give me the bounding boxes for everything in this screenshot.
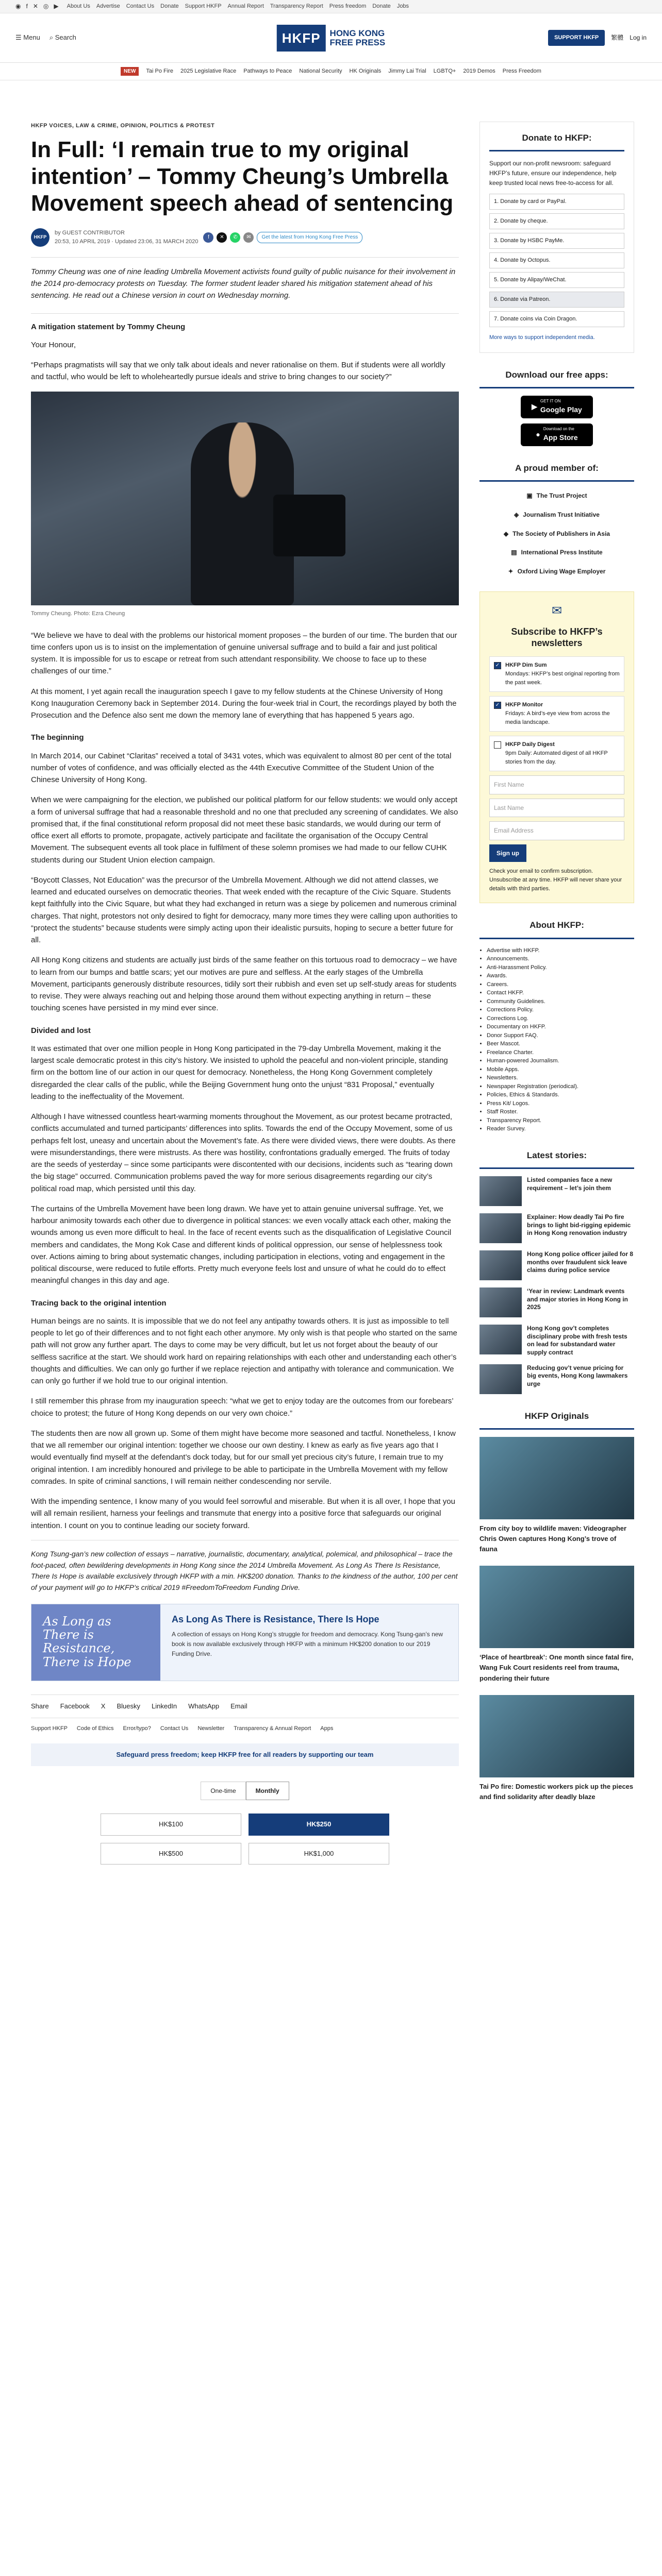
sidebar xyxy=(479,122,634,1895)
about-link[interactable]: • Newspaper Registration (periodical). xyxy=(487,1082,634,1091)
monthly-toggle[interactable]: Monthly xyxy=(246,1782,289,1801)
share-whatsapp-link[interactable]: WhatsApp xyxy=(188,1702,220,1710)
footer-link[interactable]: Newsletter xyxy=(197,1725,225,1732)
first-name-input[interactable]: First Name xyxy=(489,775,624,794)
nav-item[interactable]: HK Originals xyxy=(349,67,382,74)
share-label: Share xyxy=(31,1702,49,1710)
donate-option[interactable]: 3. Donate by HSBC PayMe. xyxy=(489,233,624,249)
newsletter-title: Subscribe to HKFP’s newsletters xyxy=(511,626,603,649)
newsletter-option[interactable] xyxy=(489,736,624,771)
story-headline[interactable]: Tai Po fire: Domestic workers pick up the pieces and find solidarity after deadly blaze xyxy=(479,1782,634,1801)
body-paragraph: “Boycott Classes, Not Education” was the precursor of the Umbrella Movement. Although we did not attend classes, we learned and educated ourselves on democratic theories. That week ended with the recapture of the Civic Square. Students kept faithfully into the Civic Square, but what they had exchanged in return was a siege by policemen and numerous criminal charges. That night, protestors not only desired to fight for democracy, many more times they were calling upon authorities to “protect the students” because students were simply acting upon their idealistic pursuits, hoping to secure a better future for all. xyxy=(31,875,458,945)
donate-box xyxy=(479,122,634,353)
nav-item[interactable]: 2025 Legislative Race xyxy=(180,67,237,74)
app-store-button[interactable] xyxy=(521,423,593,446)
x-icon[interactable]: ✕ xyxy=(32,3,38,10)
apps-box xyxy=(479,368,634,446)
donate-option[interactable]: 7. Donate coins via Coin Dragon. xyxy=(489,311,624,327)
ipi-icon: ▤ xyxy=(511,549,517,556)
google-play-button[interactable] xyxy=(521,396,593,418)
amount-option[interactable]: HK$100 xyxy=(101,1814,241,1835)
newsletter-option[interactable] xyxy=(489,696,624,732)
logo-mark: HKFP xyxy=(277,25,326,52)
body-paragraph: I still remember this phrase from my inauguration speech: “what we get to enjoy today are the outcomes from our forebears’ choice to protest; the future of Hong Kong depends on our very own choice.” xyxy=(31,1397,453,1418)
about-link[interactable]: • Reader Survey. xyxy=(487,1125,634,1133)
latest-story[interactable] xyxy=(479,1364,634,1394)
footer-link[interactable]: Code of Ethics xyxy=(76,1725,114,1732)
about-link[interactable]: • Contact HKFP. xyxy=(487,989,634,997)
member-name: Oxford Living Wage Employer xyxy=(517,567,606,575)
share-links xyxy=(31,1694,459,1718)
newsletter-name: HKFP Monitor xyxy=(505,701,543,708)
story-thumbnail[interactable] xyxy=(479,1364,522,1394)
latest-story[interactable] xyxy=(479,1287,634,1317)
story-thumbnail[interactable] xyxy=(479,1213,522,1243)
article-categories[interactable]: HKFP VOICES, LAW & CRIME, OPINION, POLITICS & PROTEST xyxy=(31,123,215,129)
about-link[interactable]: • Transparency Report. xyxy=(487,1116,634,1125)
body-paragraph: With the impending sentence, I know many of you would feel sorrowful and miserable. But when it is all over, I hope that you will all remain resilient, harness your feelings and transmute that energy into a positive force that safeguards our original intention. I count on you to continue leading our society forward. xyxy=(31,1497,455,1530)
member-name: International Press Institute xyxy=(521,549,603,556)
telegram-button[interactable]: Get the latest from Hong Kong Free Press xyxy=(257,232,362,243)
social-icons xyxy=(15,2,59,11)
body-paragraph: All Hong Kong citizens and students are actually just birds of the same feather on this tortuous road to democracy – we have to learn from our bumps and battle scars; yet our motives are pure and selfless. At the early stages of the Umbrella Movement, participants generously distribute resources, tidily sort their rubbish and even set up self-study areas for students to revise. They were always reaching out and helping those around them without expecting anything in return – these touching scenes have persisted in my mind ever since. xyxy=(31,956,457,1013)
body-paragraph: The students then are now all grown up. Some of them might have become more seasoned and tactful. Nonetheless, I know that we all remember our original intention: together we choose our own destiny. I knew as early as five years ago that I would eventually find myself at the defendant’s dock today, but for our small yet precious city’s future, I remain true to my original intention. I am incredibly honoured and privilege to be able to participate in the Umbrella Movement with my fellow comrades. In spite of criminal sanctions, I will remain neither condescending nor servile. xyxy=(31,1429,456,1486)
donation-amounts xyxy=(101,1814,389,1864)
story-thumbnail[interactable] xyxy=(479,1325,522,1354)
donate-option[interactable]: 4. Donate by Octopus. xyxy=(489,252,624,268)
facebook-share-icon[interactable]: f xyxy=(203,232,213,243)
story-headline[interactable]: Reducing gov’t venue pricing for big events, Hong Kong lawmakers urge xyxy=(527,1364,628,1387)
story-headline[interactable]: ‘Place of heartbreak’: One month since fatal fire, Wang Fuk Court residents reel from trauma, pondering their future xyxy=(479,1653,634,1682)
body-paragraph: Human beings are no saints. It is impossible that we do not feel any antipathy towards others. It is just as impossible to tell people to let go of their differences and to not fight each other anymore. My only wish is that people who started on the same path will not grow any further apart. The days to come may be very difficult, but let us not forget about the beauty of our selfless sacrifice at the start. We should work hard on repairing relationships with each other and understanding each other’s thoughts and difficulties. We can only go further if we replace rejection and antipathy with tolerance and communication. We can only go further if we hold true to our original intention. xyxy=(31,1316,457,1386)
top-link[interactable]: Advertise xyxy=(96,3,120,9)
story-thumbnail[interactable] xyxy=(479,1176,522,1206)
top-link[interactable]: Jobs xyxy=(396,3,409,9)
newsletter-desc: Fridays: A bird’s-eye view from across the media landscape. xyxy=(505,710,610,725)
latest-story[interactable] xyxy=(479,1176,634,1206)
story-thumbnail[interactable] xyxy=(479,1250,522,1280)
nav-item[interactable]: Tai Po Fire xyxy=(146,67,173,74)
original-story[interactable] xyxy=(479,1437,634,1554)
membership-box xyxy=(479,462,634,576)
top-link[interactable]: Donate xyxy=(372,3,391,9)
top-links xyxy=(67,2,409,11)
checkbox-checked[interactable]: ✓ xyxy=(494,662,501,669)
about-link[interactable]: • Beer Mascot. xyxy=(487,1040,634,1048)
support-bar[interactable]: Safeguard press freedom; keep HKFP free for all readers by supporting our team xyxy=(31,1743,459,1766)
language-switch[interactable]: 繁體 xyxy=(611,34,624,42)
latest-title: Latest stories: xyxy=(479,1149,634,1169)
living-wage-icon: ✦ xyxy=(508,567,514,575)
about-link[interactable]: • Human-powered Journalism. xyxy=(487,1057,634,1065)
section-heading: Tracing back to the original intention xyxy=(31,1298,167,1308)
body-paragraph: “We believe we have to deal with the problems our historical moment proposes – the burden of our time. The burden that our time confers upon us is to insist on the implementation of genuine universal suffrage and to build a fair and just political system. It is impossible for us to escape or retreat from such attendant responsibility. We choose to face up to these challenges of our time.” xyxy=(31,631,457,676)
jti-icon: ◈ xyxy=(514,511,519,518)
masthead xyxy=(0,13,662,63)
body-paragraph: When we were campaigning for the election, we published our political platform for our fellow students: we would only accept a form of universal suffrage that had a reasonable threshold and no one that precluded any screening of candidates. We also promised that, if the final constitutional reform proposal did not meet these basic standards, we would during our term of office exert all efforts to promote, propagate, actively participate and facilitate the organisation of the Occupy Central Movement. The subsequent events all took place in fulfilment of these solemn promises we had made to our fellow CUHK students during our Student Union election campaign. xyxy=(31,795,458,865)
checkbox-unchecked[interactable] xyxy=(494,741,501,749)
instagram-icon[interactable]: ◎ xyxy=(43,3,49,10)
google-play-label: Google Play xyxy=(540,405,582,414)
section-heading: A mitigation statement by Tommy Cheung xyxy=(31,313,459,333)
banner-title: As Long As There is Resistance, There Is Hope xyxy=(172,1614,379,1624)
checkbox-checked[interactable]: ✓ xyxy=(494,702,501,709)
article-intro: Tommy Cheung was one of nine leading Umbrella Movement activists found guilty of public nuisance for their involvement in the 2014 pro-democracy protests on Tuesday. The former student leader shared his mitigation statement ahead of his sentencing. He read out a Chinese version in court on Wednesday morning. xyxy=(31,257,459,302)
share-x-link[interactable]: X xyxy=(101,1702,106,1710)
top-link[interactable]: Contact Us xyxy=(126,3,155,9)
nav-item[interactable]: Pathways to Peace xyxy=(243,67,292,74)
app-store-small: Download on the xyxy=(543,427,574,431)
about-link[interactable]: • Announcements. xyxy=(487,955,634,963)
body-paragraph: It was estimated that over one million people in Hong Kong participated in the 79-day Umbrella Movement, making it the largest scale democratic protest in this city’s history. We insisted to uphold the peaceful and non-violent principle, standing firm on the bottom line of our action in our quest for democracy. Nonetheless, the Hong Kong Government completely disregarded the clear calls of the public, while the Beijing Government hung onto the unjust “831 Proposal,” eventually leading to the ineffectuality of the Movement. xyxy=(31,1044,448,1101)
top-link[interactable]: Donate xyxy=(160,3,179,9)
newsletter-desc: Mondays: HKFP’s best original reporting from the past week. xyxy=(505,670,620,686)
donation-frequency-toggle xyxy=(31,1782,459,1801)
x-share-icon[interactable]: ✕ xyxy=(217,232,227,243)
about-box xyxy=(479,919,634,1133)
amount-option[interactable]: HK$500 xyxy=(101,1843,241,1865)
newsletter-icon: ✉ xyxy=(551,604,562,618)
top-link[interactable]: About Us xyxy=(67,3,90,9)
share-linkedin-link[interactable]: LinkedIn xyxy=(152,1702,177,1710)
member-title: A proud member of: xyxy=(479,462,634,482)
book-promo-note: Kong Tsung-gan’s new collection of essays – narrative, journalistic, documentary, analytical, polemical, and philosophical – trace the foot-paced, often bewildering developments in Hong Kong since the 2014 Umbrella Movement. As Long As There Is Resistance, There Is Hope is available exclusively through HKFP with a min. HK$200 donation. Thanks to the kindness of the author, 100 per cent of your payment will go to HKFP’s critical 2019 #FreedomToFreedom Funding Drive. xyxy=(31,1540,459,1594)
email-input[interactable]: Email Address xyxy=(489,821,624,840)
apps-title: Download our free apps: xyxy=(479,368,634,388)
article-main xyxy=(31,122,459,1895)
share-email-link[interactable]: Email xyxy=(230,1702,247,1710)
book-banner[interactable] xyxy=(31,1604,459,1681)
about-link[interactable]: • Corrections Policy. xyxy=(487,1006,634,1014)
author-name[interactable]: by GUEST CONTRIBUTOR xyxy=(55,229,125,236)
story-headline[interactable]: From city boy to wildlife maven: Videographer Chris Owen captures Hong Kong’s trove of fauna xyxy=(479,1524,627,1553)
latest-box xyxy=(479,1149,634,1394)
article-title: In Full: ‘I remain true to my original intention’ – Tommy Cheung’s Umbrella Movement speech ahead of sentencing xyxy=(31,137,454,216)
newsletter-name: HKFP Daily Digest xyxy=(505,741,555,748)
member-name: The Trust Project xyxy=(536,492,587,500)
youtube-icon[interactable]: ▶ xyxy=(54,3,59,10)
nav-item[interactable]: 2019 Demos xyxy=(463,67,495,74)
section-heading: Divided and lost xyxy=(31,1026,91,1035)
app-store-label: App Store xyxy=(543,433,578,442)
about-list xyxy=(479,946,634,1133)
footer-link[interactable]: Transparency & Annual Report xyxy=(234,1725,311,1732)
top-bar xyxy=(0,0,662,13)
about-link[interactable]: • Awards. xyxy=(487,972,634,980)
whatsapp-share-icon[interactable]: ✆ xyxy=(230,232,240,243)
logo-line1: HONG KONG xyxy=(329,28,385,39)
body-paragraph: The curtains of the Umbrella Movement have been long drawn. We have yet to attain genuine universal suffrage. Yet, we harbour animosity towards each other due to divergence in political stances: we even vocally attack each other, making the wounds among us even more difficult to heal. In the face of recent events such as the disqualification of Legislative Council members and candidates, the Mong Kok Case and different kinds of political oppression, our sense of helplessness took over. Actions aiming to bring about systematic changes, including participation in elections, voting and engagement in the political discourse, were reduced to futile efforts. Pretty much everyone feels lost and unsure of what he could do to effect meaningful changes in this day and age. xyxy=(31,1204,452,1285)
main-nav xyxy=(0,63,662,80)
latest-story[interactable] xyxy=(479,1213,634,1243)
about-link[interactable]: • Donor Support FAQ. xyxy=(487,1031,634,1040)
book-cover: As Long as There is Resistance, There is Hope xyxy=(31,1604,160,1681)
search-label: Search xyxy=(55,33,76,42)
rss-icon[interactable]: ◉ xyxy=(15,3,21,10)
top-link[interactable]: Support HKFP xyxy=(185,3,222,9)
donate-option[interactable]: 2. Donate by cheque. xyxy=(489,213,624,229)
member-name: The Society of Publishers in Asia xyxy=(512,530,610,537)
facebook-icon[interactable]: f xyxy=(26,3,28,10)
account-link[interactable]: Log in xyxy=(630,34,647,42)
body-paragraph: In March 2014, our Cabinet “Claritas” received a total of 3431 votes, which was equivalent to almost 80 per cent of the total number of votes of confidence, and was officially elected as the 44th Executive Committee of the Student Union of the Chinese University of Hong Kong. xyxy=(31,751,452,785)
site-logo[interactable] xyxy=(277,25,385,52)
one-time-toggle[interactable]: One-time xyxy=(201,1782,245,1801)
member-logo[interactable] xyxy=(479,510,634,520)
member-logo[interactable] xyxy=(479,491,634,501)
menu-button[interactable]: ☰ Menu xyxy=(15,33,40,42)
search-button[interactable]: ⌕ Search xyxy=(49,33,76,42)
donate-text: Support our non-profit newsroom: safeguard HKFP’s future, ensure our independence, help keep trusted local news free-to-access for all. xyxy=(489,160,617,187)
member-logo[interactable] xyxy=(479,567,634,577)
story-thumbnail[interactable] xyxy=(479,1695,634,1777)
play-icon: ▶ xyxy=(532,402,537,411)
story-headline[interactable]: ‘Year in review: Landmark events and major stories in Hong Kong in 2025 xyxy=(527,1287,628,1311)
share-bluesky-link[interactable]: Bluesky xyxy=(117,1702,140,1710)
latest-story[interactable] xyxy=(479,1250,634,1280)
top-link[interactable]: Press freedom xyxy=(329,3,367,9)
about-link[interactable]: • Advertise with HKFP. xyxy=(487,946,634,955)
last-name-input[interactable]: Last Name xyxy=(489,799,624,818)
about-link[interactable]: • Documentary on HKFP. xyxy=(487,1023,634,1031)
story-headline[interactable]: Hong Kong gov’t completes disciplinary probe with fresh tests on lead for substandard water supply contract xyxy=(527,1325,627,1356)
share-facebook-link[interactable]: Facebook xyxy=(60,1702,90,1710)
email-share-icon[interactable]: ✉ xyxy=(243,232,254,243)
story-headline[interactable]: Explainer: How deadly Tai Po fire brings to light bid-rigging epidemic in Hong Kong renovation industry xyxy=(527,1213,631,1237)
top-link[interactable]: Annual Report xyxy=(227,3,264,9)
footer-link[interactable]: Apps xyxy=(320,1725,334,1732)
sopa-icon: ◆ xyxy=(503,530,509,537)
article-photo xyxy=(31,392,459,605)
nav-item[interactable]: Jimmy Lai Trial xyxy=(388,67,426,74)
member-name: Journalism Trust Initiative xyxy=(523,511,600,518)
about-link[interactable]: • Community Guidelines. xyxy=(487,997,634,1006)
about-link[interactable]: • Staff Roster. xyxy=(487,1108,634,1116)
photo-microphones xyxy=(273,495,345,556)
share-icons xyxy=(203,232,362,243)
donate-title: Donate to HKFP: xyxy=(489,131,624,151)
original-story[interactable] xyxy=(479,1566,634,1683)
new-badge: NEW xyxy=(121,67,139,76)
about-link[interactable]: • Policies, Ethics & Standards. xyxy=(487,1091,634,1099)
body-paragraph: “Perhaps pragmatists will say that we only talk about ideals and never rationalise on them. But if students were all worldly and tactful, who would be left to wholeheartedly pursue ideals and strive to bring changes to our society?” xyxy=(31,361,445,382)
footer-link[interactable]: Contact Us xyxy=(160,1725,189,1732)
latest-story[interactable] xyxy=(479,1325,634,1357)
body-paragraph: At this moment, I yet again recall the inauguration speech I gave to my fellow students at the Chinese University of Hong Kong Inauguration Ceremony back in September 2014. During the four-week trial in Court, the recordings played by both the Prosecution and the Defence also sent me down the memory lane of everything that has happened 5 years ago. xyxy=(31,687,457,720)
about-title: About HKFP: xyxy=(479,919,634,939)
banner-text: A collection of essays on Hong Kong’s struggle for freedom and democracy. Kong Tsung-gan’s new book is now available exclusively through HKFP with a minimum HK$200 donation to our 2019 Funding Drive. xyxy=(172,1631,443,1657)
top-link[interactable]: Transparency Report xyxy=(270,3,323,9)
story-thumbnail[interactable] xyxy=(479,1437,634,1519)
newsletter-note: Check your email to confirm subscription. Unsubscribe at any time. HKFP will never share your details with third parties. xyxy=(489,868,622,892)
original-story[interactable] xyxy=(479,1695,634,1802)
logo-line2: FREE PRESS xyxy=(329,38,386,48)
menu-label: Menu xyxy=(23,33,40,42)
author-avatar: HKFP xyxy=(31,228,49,247)
originals-list xyxy=(479,1437,634,1802)
trust-project-icon: ▣ xyxy=(526,492,533,500)
donate-option[interactable]: 6. Donate via Patreon. xyxy=(489,292,624,308)
logo-text xyxy=(330,29,386,47)
about-link[interactable]: • Press Kit/ Logos. xyxy=(487,1099,634,1108)
about-link[interactable]: • Anti-Harassment Policy. xyxy=(487,963,634,972)
nav-item[interactable]: National Security xyxy=(299,67,342,74)
article-footer-links xyxy=(31,1718,459,1739)
newsletter-name: HKFP Dim Sum xyxy=(505,662,547,668)
about-link[interactable]: • Corrections Log. xyxy=(487,1014,634,1023)
photo-caption: Tommy Cheung. Photo: Ezra Cheung xyxy=(31,610,125,617)
originals-title: HKFP Originals xyxy=(479,1410,634,1430)
signup-button[interactable]: Sign up xyxy=(489,844,526,862)
story-thumbnail[interactable] xyxy=(479,1566,634,1648)
originals-box xyxy=(479,1410,634,1802)
latest-list xyxy=(479,1176,634,1394)
about-link[interactable]: • Mobile Apps. xyxy=(487,1065,634,1074)
amount-option[interactable]: HK$250 xyxy=(249,1814,389,1835)
newsletter-box xyxy=(479,591,634,903)
newsletter-option[interactable] xyxy=(489,656,624,692)
member-logo[interactable] xyxy=(479,529,634,539)
section-heading: The beginning xyxy=(31,733,84,742)
about-link[interactable]: • Freelance Charter. xyxy=(487,1048,634,1057)
amount-option[interactable]: HK$1,000 xyxy=(249,1843,389,1865)
byline xyxy=(31,228,459,247)
donate-more-link[interactable]: More ways to support independent media. xyxy=(489,334,595,341)
footer-link[interactable]: Error/typo? xyxy=(123,1725,151,1732)
newsletter-desc: 9pm Daily: Automated digest of all HKFP stories from the day. xyxy=(505,750,608,765)
about-link[interactable]: • Newsletters. xyxy=(487,1074,634,1082)
salutation: Your Honour, xyxy=(31,340,76,349)
donate-option[interactable]: 1. Donate by card or PayPal. xyxy=(489,194,624,210)
story-headline[interactable]: Listed companies face a new requirement – let’s join them xyxy=(527,1176,613,1192)
story-thumbnail[interactable] xyxy=(479,1287,522,1317)
nav-item[interactable]: LGBTQ+ xyxy=(433,67,456,74)
support-button[interactable]: SUPPORT HKFP xyxy=(548,30,605,46)
body-paragraph: Although I have witnessed countless heart-warming moments throughout the Movement, as our protest became protracted, conflicts accumulated and turned participants’ differences into splits. Towards the end of the Occupy Movement, some of us perhaps felt lost, uneasy and uncertain about the Movement’s fate. As there were divided views, there were doubts. As there were misunderstandings, there were mistrusts. As there was hostility, confrontations gradually emerged. The fruits of today are the seeds of yesterday – since some participants were discontented with our decisions, incidents such as “tearing down the big stage” occurred. Communication problems paved the way for more serious disagreements regarding our city’s political road map, which persisted until this day. xyxy=(31,1112,456,1193)
google-play-small: GET IT ON xyxy=(540,399,561,403)
apple-icon: ● xyxy=(536,430,540,439)
nav-item[interactable]: Press Freedom xyxy=(502,67,541,74)
about-link[interactable]: • Careers. xyxy=(487,980,634,989)
story-headline[interactable]: Hong Kong police officer jailed for 8 months over fraudulent sick leave claims during police service xyxy=(527,1250,634,1274)
article-dates: 20:53, 10 APRIL 2019 · Updated 23:06, 31 MARCH 2020 xyxy=(55,238,198,245)
footer-link[interactable]: Support HKFP xyxy=(31,1725,68,1732)
member-logo[interactable] xyxy=(479,548,634,557)
donate-option[interactable]: 5. Donate by Alipay/WeChat. xyxy=(489,272,624,288)
